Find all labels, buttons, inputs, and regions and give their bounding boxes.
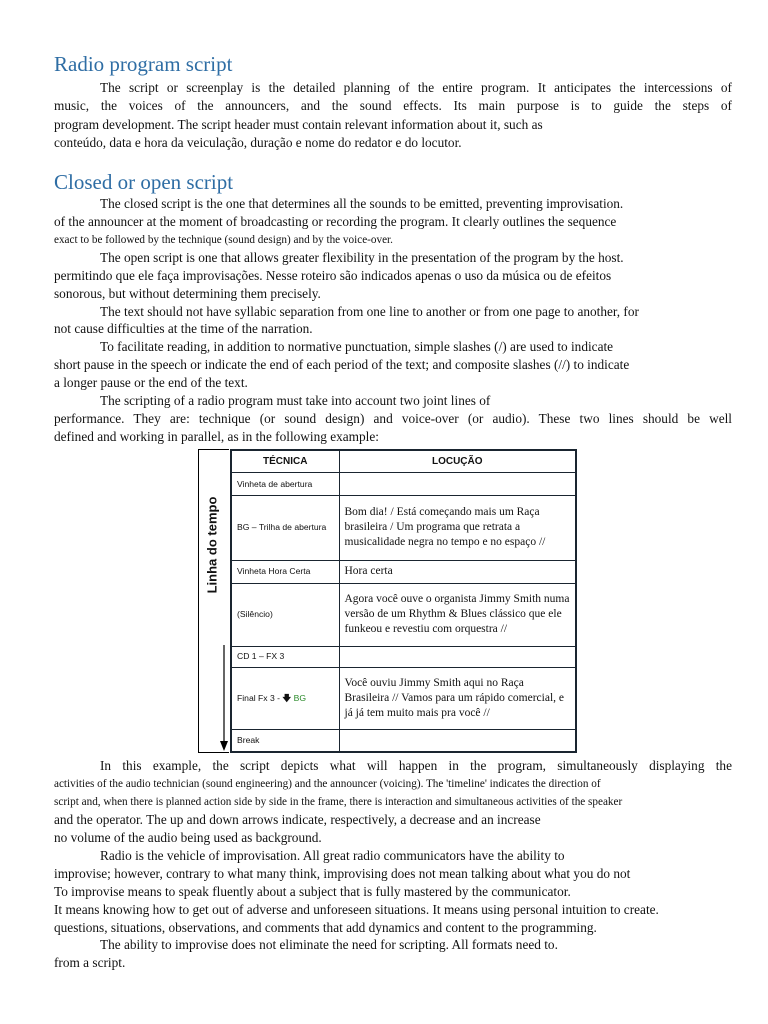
paragraph-line: conteúdo, data e hora da veiculação, duração e nome do redator e do locutor. bbox=[54, 135, 462, 150]
paragraph-line: a longer pause or the end of the text. bbox=[54, 375, 248, 390]
table-row bbox=[231, 667, 576, 730]
paragraph-line: The scripting of a radio program must take into account two joint lines of bbox=[100, 393, 491, 408]
locucao-cell: Bom dia! / Está começando mais um Raça brasileira / Um programa que retrata a musicalidade negra no tempo e no espaço // bbox=[339, 496, 576, 561]
paragraph-line: not cause difficulties at the time of the narration. bbox=[54, 321, 313, 336]
paragraph-line: improvise; however, contrary to what many think, improvising does not mean talking about what you do not bbox=[54, 866, 631, 881]
paragraph-line: To improvise means to speak fluently about a subject that is fully mastered by the communicator. bbox=[54, 884, 571, 899]
paragraph-line: from a script. bbox=[54, 955, 126, 970]
tecnica-cell: Vinheta de abertura bbox=[231, 473, 339, 496]
header-tecnica: TÉCNICA bbox=[231, 450, 339, 473]
paragraph-line: In this example, the script depicts what will happen in the program, simultaneously displaying the bbox=[100, 758, 732, 773]
paragraph-line: exact to be followed by the technique (sound design) and by the voice-over. bbox=[54, 234, 393, 246]
tecnica-cell: BG – Trilha de abertura bbox=[231, 496, 339, 561]
paragraph-line: The closed script is the one that determines all the sounds to be emitted, preventing improvisation. bbox=[100, 196, 624, 211]
paragraph-line: questions, situations, observations, and comments that add dynamics and content to the programming. bbox=[54, 920, 597, 935]
locucao-cell bbox=[339, 473, 576, 496]
script-table bbox=[230, 449, 577, 753]
paragraph-line: short pause in the speech or indicate the end of each period of the text; and composite slashes (//) to indicate bbox=[54, 357, 630, 372]
locucao-cell bbox=[339, 730, 576, 752]
paragraph-line: The open script is one that allows greater flexibility in the presentation of the program by the host. bbox=[100, 250, 624, 265]
table-header-row bbox=[231, 450, 576, 473]
table-row bbox=[231, 646, 576, 667]
tecnica-cell bbox=[231, 667, 339, 730]
locucao-cell: Agora você ouve o organista Jimmy Smith numa versão de um Rhythm & Blues clássico que ele funkeou e revestiu com orquestra // bbox=[339, 583, 576, 646]
paragraph-line: and the operator. The up and down arrows indicate, respectively, a decrease and an increase bbox=[54, 812, 541, 827]
paragraph-line: no volume of the audio being used as background. bbox=[54, 830, 322, 845]
paragraph-line: script and, when there is planned action side by side in the frame, there is interaction and simultaneous activities of the speaker bbox=[54, 796, 623, 808]
table-row bbox=[231, 730, 576, 752]
paragraph-line: permitindo que ele faça improvisações. Nesse roteiro são indicados apenas o uso da música ou de efeitos bbox=[54, 268, 612, 283]
paragraph-line: performance. They are: technique (or sound design) and voice-over (or audio). These two lines should be well bbox=[54, 411, 732, 426]
table-row bbox=[231, 496, 576, 561]
table-row bbox=[231, 583, 576, 646]
paragraph-line: Radio is the vehicle of improvisation. All great radio communicators have the ability to bbox=[100, 848, 565, 863]
paragraph-line: sonorous, but without determining them precisely. bbox=[54, 286, 321, 301]
paragraph-line: program development. The script header must contain relevant information about it, such as bbox=[54, 117, 543, 132]
tecnica-cell: (Silêncio) bbox=[231, 583, 339, 646]
section-title-radio-program-script: Radio program script bbox=[54, 52, 233, 76]
paragraph-line: It means knowing how to get out of adverse and unforeseen situations. It means using personal intuition to create. bbox=[54, 902, 659, 917]
tecnica-cell: Vinheta Hora Certa bbox=[231, 560, 339, 583]
locucao-cell: Hora certa bbox=[339, 560, 576, 583]
bg-label: BG bbox=[293, 692, 307, 703]
tecnica-cell: CD 1 – FX 3 bbox=[231, 646, 339, 667]
tecnica-cell: Break bbox=[231, 730, 339, 752]
table-row bbox=[231, 473, 576, 496]
paragraph-line: music, the voices of the announcers, and the sound effects. Its main purpose is to guide the steps of bbox=[54, 98, 732, 113]
paragraph-line: The script or screenplay is the detailed planning of the entire program. It anticipates the intercessions of bbox=[100, 80, 732, 95]
tecnica-text: Final Fx 3 - bbox=[237, 692, 280, 703]
paragraph-line: The text should not have syllabic separation from one line to another or from one page to another, for bbox=[100, 304, 639, 319]
paragraph-line: of the announcer at the moment of broadcasting or recording the program. It clearly outlines the sequence bbox=[54, 214, 617, 229]
header-locucao: LOCUÇÃO bbox=[339, 450, 576, 473]
paragraph-line: activities of the audio technician (sound engineering) and the announcer (voicing). The 'timeline' indicates the direction of bbox=[54, 778, 601, 790]
section-title-closed-open-script: Closed or open script bbox=[54, 170, 234, 194]
locucao-cell bbox=[339, 646, 576, 667]
table-row bbox=[231, 560, 576, 583]
paragraph-line: defined and working in parallel, as in the following example: bbox=[54, 429, 379, 444]
script-example-figure: Linha do tempo TÉCNICA LOCUÇÃO Vinheta de abertura BG – Trilha de abertura Bom dia! / Está começando mais um Raça brasileira / Um programa que retrata a musicalidade negra no tempo e no espaço // Vinheta Hora Certa Hora certa (Silêncio) Agora você ouve o organista Jimmy Smith numa versão de um Rhythm & Blues clássico que ele funkeou e revestiu com orquestra // CD 1 – FX 3 Final Fx 3 - 🡇 BG Você ouviu Jimmy Smith aqui no Raça Brasileira // Vamos para um rápido comercial, e já já tem muito mais pra você // Break bbox=[198, 449, 579, 753]
paragraph-line: The ability to improvise does not eliminate the need for scripting. All formats need to. bbox=[100, 937, 558, 952]
paragraph-line: To facilitate reading, in addition to normative punctuation, simple slashes (/) are used to indicate bbox=[100, 339, 614, 354]
locucao-cell: Você ouviu Jimmy Smith aqui no Raça Brasileira // Vamos para um rápido comercial, e já já tem muito mais pra você // bbox=[339, 667, 576, 730]
down-arrow-icon: 🡇 bbox=[282, 692, 292, 703]
